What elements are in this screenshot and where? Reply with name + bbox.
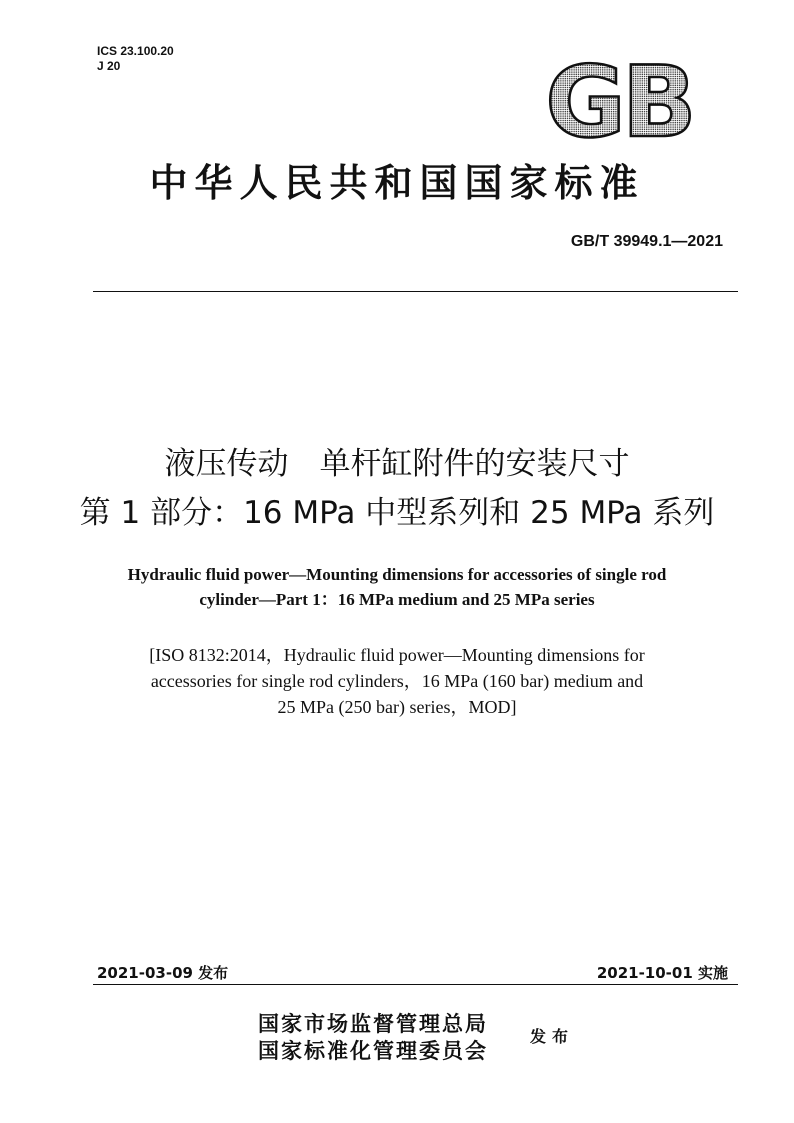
iso-reference-line2: accessories for single rod cylinders，16 MPa (160 bar) medium and <box>150 671 644 691</box>
ccs-code: J 20 <box>97 59 121 73</box>
gb-logo <box>540 60 698 142</box>
ics-code: ICS 23.100.20 <box>97 44 174 58</box>
title-cn-line1: 液压传动 单杆缸附件的安装尺寸 <box>164 446 630 482</box>
footer-divider <box>93 984 738 985</box>
classification-codes <box>97 44 174 74</box>
gb-logo-text: GB <box>545 60 693 142</box>
iso-reference-line1: [ISO 8132:2014，Hydraulic fluid power—Mounting dimensions for <box>149 645 645 665</box>
title-en-line2: cylinder—Part 1：16 MPa medium and 25 MPa series <box>199 590 595 609</box>
title-en-line1: Hydraulic fluid power—Mounting dimensions for accessories of single rod <box>127 565 667 584</box>
publish-label: 发布 <box>530 1027 575 1046</box>
issuer-sac: 国家标准化管理委员会 <box>258 1038 488 1063</box>
national-standard-title: 中华人民共和国国家标准 <box>149 161 645 205</box>
standard-number: GB/T 39949.1—2021 <box>570 233 723 250</box>
iso-reference-line3: 25 MPa (250 bar) series，MOD] <box>277 697 517 717</box>
issue-date: 2021-03-09 发布 <box>97 964 229 982</box>
implementation-date: 2021-10-01 实施 <box>596 964 728 982</box>
header-divider <box>93 291 738 292</box>
issuer-samr: 国家市场监督管理总局 <box>258 1011 488 1036</box>
title-cn-line2: 第 1 部分：16 MPa 中型系列和 25 MPa 系列 <box>79 495 715 531</box>
